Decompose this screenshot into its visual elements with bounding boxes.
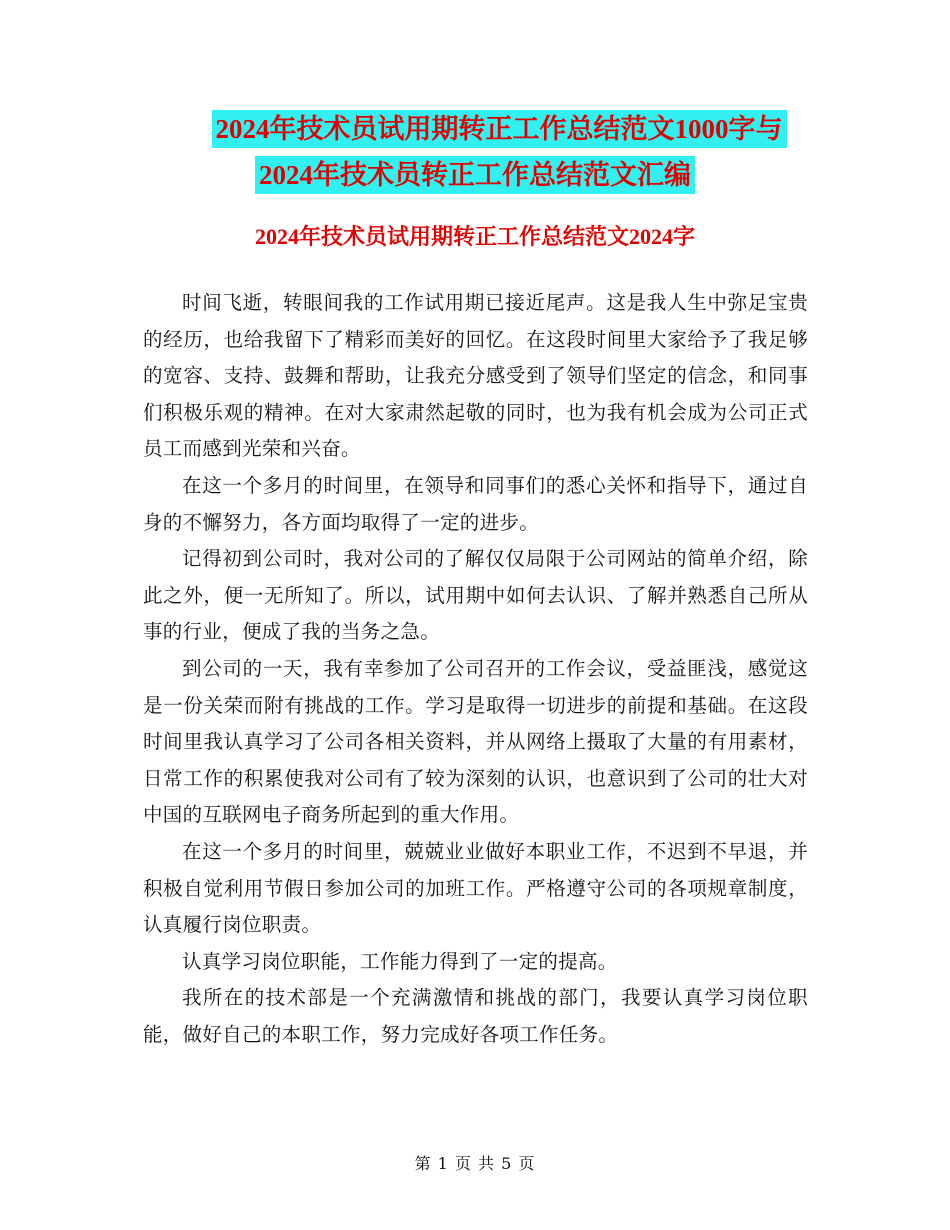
- paragraph-3: 记得初到公司时，我对公司的了解仅仅局限于公司网站的简单介绍，除此之外，便一无所知了。所以，试用期中如何去认识、了解并熟悉自己所从事的行业，便成了我的当务之急。: [143, 547, 808, 644]
- document-body: [143, 285, 808, 1053]
- page-number-footer: 第 1 页 共 5 页: [414, 1154, 536, 1173]
- paragraph-7: 我所在的技术部是一个充满激情和挑战的部门，我要认真学习岗位职能，做好自己的本职工作，努力完成好各项工作任务。: [143, 986, 808, 1046]
- title-line-1: 2024年技术员试用期转正工作总结范文1000字与: [212, 110, 787, 148]
- paragraph-4: 到公司的一天，我有幸参加了公司召开的工作会议，受益匪浅，感觉这是一份关荣而附有挑战的工作。学习是取得一切进步的前提和基础。在这段时间里我认真学习了公司各相关资料，并从网络上摄取了大量的有用素材，日常工作的积累使我对公司有了较为深刻的认识，也意识到了公司的壮大对中国的互联网电子商务所起到的重大作用。: [143, 656, 808, 827]
- title-line-2: 2024年技术员转正工作总结范文汇编: [255, 156, 695, 194]
- paragraph-6: 认真学习岗位职能，工作能力得到了一定的提高。: [182, 949, 618, 973]
- title-row-2: [0, 156, 950, 202]
- paragraph-1: 时间飞逝，转眼间我的工作试用期已接近尾声。这是我人生中弥足宝贵的经历，也给我留下了精彩而美好的回忆。在这段时间里大家给予了我足够的宽容、支持、鼓舞和帮助，让我充分感受到了领导们坚定的信念，和同事们积极乐观的精神。在对大家肃然起敬的同时，也为我有机会成为公司正式员工而感到光荣和兴奋。: [143, 291, 808, 461]
- paragraph-2: 在这一个多月的时间里，在领导和同事们的悉心关怀和指导下，通过自身的不懈努力，各方面均取得了一定的进步。: [143, 473, 808, 534]
- document-title: [0, 110, 950, 202]
- title-row-1: [0, 110, 950, 156]
- paragraph-5: 在这一个多月的时间里，兢兢业业做好本职业工作，不迟到不早退，并积极自觉利用节假日参加公司的加班工作。严格遵守公司的各项规章制度，认真履行岗位职责。: [143, 839, 808, 937]
- section-heading: 2024年技术员试用期转正工作总结范文2024字: [254, 224, 695, 249]
